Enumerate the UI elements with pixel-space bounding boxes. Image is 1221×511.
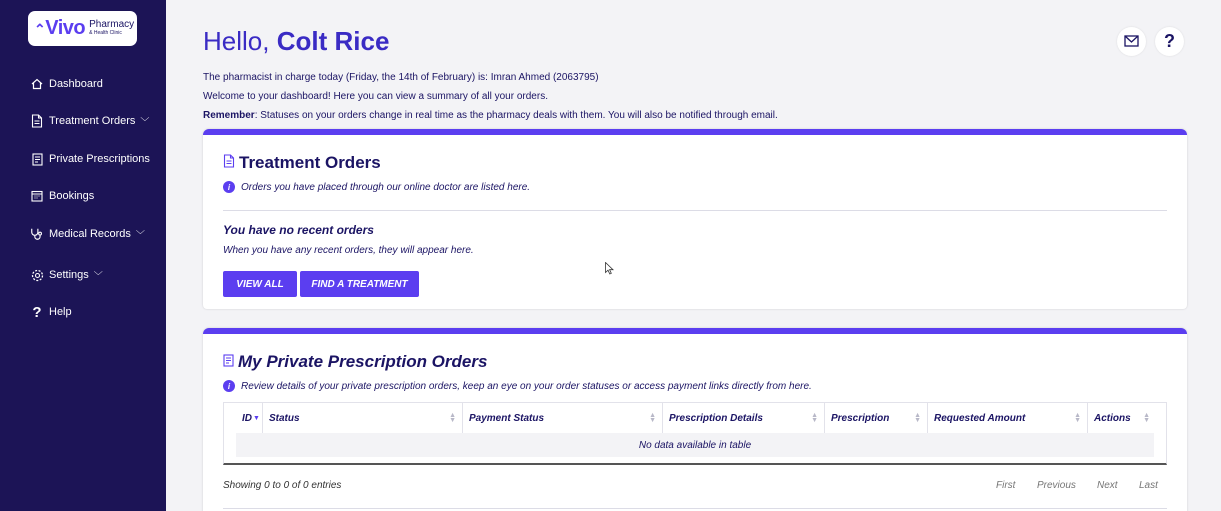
prescriptions-title [223,352,487,372]
logo-subtext [89,20,134,38]
page-greeting [203,26,389,57]
mouse-cursor-icon [605,262,614,275]
column-label: Prescription [831,412,890,424]
stethoscope-icon [30,227,44,241]
sidebar-item-private-prescriptions[interactable] [30,152,150,166]
user-name: Colt Rice [276,26,390,56]
find-treatment-button[interactable]: FIND A TREATMENT [300,271,419,297]
view-all-button[interactable]: VIEW ALL [223,271,297,297]
brand-logo[interactable] [28,11,137,46]
pharmacist-info: The pharmacist in charge today (Friday, the 14th of February) is: Imran Ahmed (2063795) [203,72,599,83]
card-title-text: My Private Prescription Orders [238,352,488,371]
treatment-orders-title [223,153,381,173]
sidebar-item-label: Medical Records [49,228,131,240]
column-header-requested-amount[interactable] [928,403,1088,433]
empty-table-row: No data available in table [236,433,1154,457]
sidebar-item-label: Help [49,306,72,318]
subtitle-text: Review details of your private prescription orders, keep an eye on your order statuses or access payment links directly from here. [241,380,812,392]
mail-icon [1124,32,1139,51]
sidebar-item-label: Bookings [49,190,95,202]
sidebar-item-dashboard[interactable] [30,77,103,91]
subtitle-text: Orders you have placed through our online doctor are listed here. [241,181,531,193]
document-icon [223,153,235,173]
greeting-hello: Hello, [203,26,270,56]
treatment-orders-card [203,129,1187,309]
treatment-orders-subtitle [223,181,530,193]
column-header-prescription[interactable] [825,403,928,433]
remember-label: Remember [203,110,255,121]
remember-body: : Statuses on your orders change in real time as the pharmacy deals with them. You will also be notified through email. [254,110,778,121]
welcome-text: Welcome to your dashboard! Here you can view a summary of all your orders. [203,91,548,102]
column-label: ID [242,412,252,424]
card-title-text: Treatment Orders [239,153,381,172]
column-header-prescription-details[interactable] [663,403,825,433]
sidebar-item-help[interactable] [30,305,72,319]
sort-icon: ▲ ▼ [1143,412,1150,424]
logo-line2: & Health Clinic [89,29,122,36]
calendar-icon [30,189,44,203]
mail-button[interactable] [1117,27,1146,56]
column-label: Payment Status [469,412,545,424]
pager-last[interactable]: Last [1139,480,1158,491]
chevron-down-icon: ﹀ [140,116,150,127]
sidebar [0,0,166,511]
pager-previous[interactable]: Previous [1037,480,1076,491]
column-label: Status [269,412,300,424]
prescription-icon [223,352,234,372]
prescription-icon [30,152,44,166]
sidebar-item-label: Dashboard [49,78,103,90]
sidebar-item-medical-records[interactable] [30,227,145,241]
pager-next[interactable]: Next [1097,480,1118,491]
gear-icon [30,268,44,282]
question-icon: ? [1164,31,1175,51]
logo-pulse-icon: ⌃ [34,21,46,37]
sort-icon: ▲ ▼ [449,412,456,424]
empty-orders-text: When you have any recent orders, they will appear here. [223,245,474,256]
chevron-down-icon: ﹀ [93,270,103,281]
divider [223,210,1167,211]
sidebar-item-bookings[interactable] [30,189,94,203]
help-button[interactable] [1155,27,1184,56]
sort-icon: ▲ ▼ [811,412,818,424]
document-icon [30,114,44,128]
pager-first[interactable]: First [996,480,1016,491]
sidebar-item-label: Treatment Orders [49,115,136,127]
sort-icon: ▲ ▼ [649,412,656,424]
sidebar-item-settings[interactable] [30,268,103,282]
info-icon: i [223,380,235,392]
divider [223,508,1167,509]
column-header-status[interactable] [263,403,463,433]
logo-wordmark: ⌃Vivo [34,17,86,39]
logo-line1: Pharmacy [89,18,135,30]
prescriptions-table [223,402,1167,465]
sidebar-item-label: Settings [49,269,89,281]
column-label: Prescription Details [669,412,763,424]
sidebar-item-treatment-orders[interactable] [30,114,149,128]
column-label: Actions [1094,412,1131,424]
sort-desc-icon: ▼ [253,414,260,422]
column-header-actions[interactable] [1088,403,1156,433]
sort-icon: ▲ ▼ [1074,412,1081,424]
column-label: Requested Amount [934,412,1026,424]
column-header-payment-status[interactable] [463,403,663,433]
home-icon [30,77,44,91]
sort-icon: ▲ ▼ [914,412,921,424]
table-info: Showing 0 to 0 of 0 entries [223,480,342,491]
chevron-down-icon: ﹀ [135,229,145,240]
remember-text [203,110,778,121]
column-header-id[interactable] [236,403,263,433]
question-icon: ? [32,303,42,321]
empty-orders-title: You have no recent orders [223,223,374,237]
sidebar-item-label: Private Prescriptions [49,153,150,165]
private-prescriptions-card [203,328,1187,511]
info-icon: i [223,181,235,193]
prescriptions-subtitle [223,380,812,392]
